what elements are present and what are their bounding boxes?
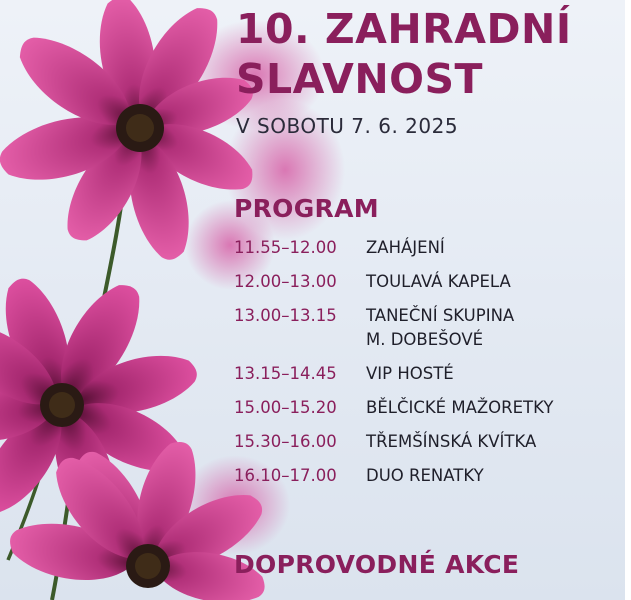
program-act-line: TANEČNÍ SKUPINA: [366, 306, 515, 325]
accompanying-events-heading: DOPROVODNÉ AKCE: [234, 550, 520, 579]
program-act: [366, 304, 514, 352]
program-row: [234, 464, 624, 488]
title-line-1: 10. ZAHRADNÍ: [236, 5, 572, 53]
program-row: [234, 396, 624, 420]
poster-title: [236, 4, 572, 104]
program-time: 13.00–13.15: [234, 306, 337, 325]
program-act: [366, 430, 536, 454]
program-row: [234, 304, 624, 352]
program-row: [234, 236, 624, 260]
program-time: 13.15–14.45: [234, 364, 337, 383]
page-edge: [625, 0, 631, 600]
program-act: [366, 464, 484, 488]
title-line-2: SLAVNOST: [236, 55, 483, 103]
program-act-line: TŘEMŠÍNSKÁ KVÍTKA: [366, 432, 537, 451]
program-act-line: BĚLČICKÉ MAŽORETKY: [366, 398, 554, 417]
program-row: [234, 270, 624, 294]
program-heading: PROGRAM: [234, 194, 379, 223]
program-act-line: TOULAVÁ KAPELA: [366, 272, 511, 291]
program-act-line: VIP HOSTÉ: [366, 364, 454, 383]
program-row: [234, 430, 624, 454]
program-time: 15.30–16.00: [234, 432, 337, 451]
program-act: [366, 362, 454, 386]
event-date: V SOBOTU 7. 6. 2025: [236, 114, 459, 138]
program-act: [366, 396, 553, 420]
program-time: 16.10–17.00: [234, 466, 337, 485]
program-act: [366, 236, 445, 260]
program-time: 15.00–15.20: [234, 398, 337, 417]
program-time: 12.00–13.00: [234, 272, 337, 291]
program-act: [366, 270, 511, 294]
program-act-line: ZAHÁJENÍ: [366, 238, 445, 257]
program-row: [234, 362, 624, 386]
program-list: [234, 236, 624, 498]
program-act-line: DUO RENATKY: [366, 466, 484, 485]
program-time: 11.55–12.00: [234, 238, 337, 257]
program-act-line: M. DOBEŠOVÉ: [366, 330, 484, 349]
